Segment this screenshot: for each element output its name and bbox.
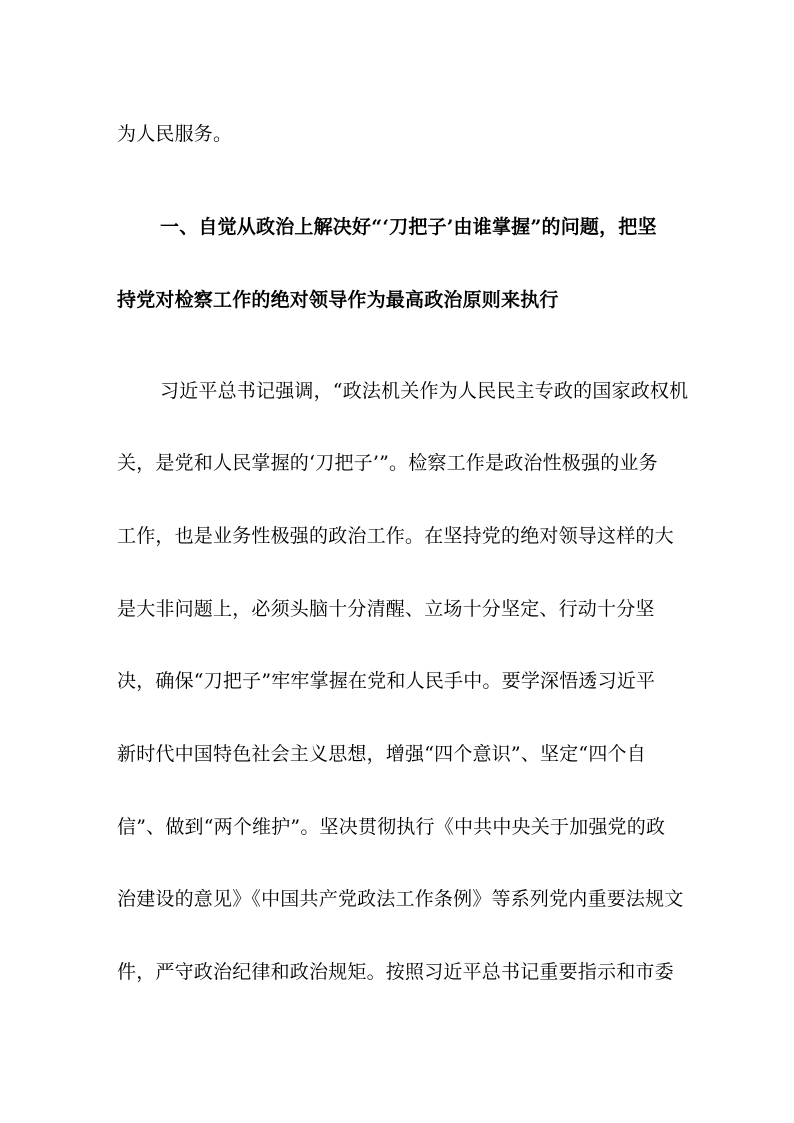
paragraph-line: 新时代中国特色社会主义思想，增强“四个意识”、坚定“四个自	[117, 743, 646, 765]
paragraph-line: 信”、做到“两个维护”。坚决贯彻执行《中共中央关于加强党的政	[117, 816, 666, 838]
section-heading-line: 一、自觉从政治上解决好“‘刀把子’由谁掌握”的问题，把坚	[160, 216, 657, 238]
paragraph-line: 件，严守政治纪律和政治规矩。按照习近平总书记重要指示和市委	[117, 961, 674, 983]
paragraph-line: 习近平总书记强调，“政法机关作为人民民主专政的国家政权机	[160, 380, 689, 402]
paragraph-line: 工作，也是业务性极强的政治工作。在坚持党的绝对领导这样的大	[117, 525, 674, 547]
paragraph-line: 是大非问题上，必须头脑十分清醒、立场十分坚定、行动十分坚	[117, 598, 655, 620]
paragraph-line: 决，确保“刀把子”牢牢掌握在党和人民手中。要学深悟透习近平	[117, 670, 656, 692]
paragraph-line: 治建设的意见》《中国共产党政法工作条例》等系列党内重要法规文	[117, 888, 684, 910]
paragraph-line: 关，是党和人民掌握的‘刀把子’”。检察工作是政治性极强的业务	[117, 452, 658, 474]
section-heading-line: 持党对检察工作的绝对领导作为最高政治原则来执行	[117, 289, 559, 311]
paragraph-line: 为人民服务。	[117, 123, 233, 145]
